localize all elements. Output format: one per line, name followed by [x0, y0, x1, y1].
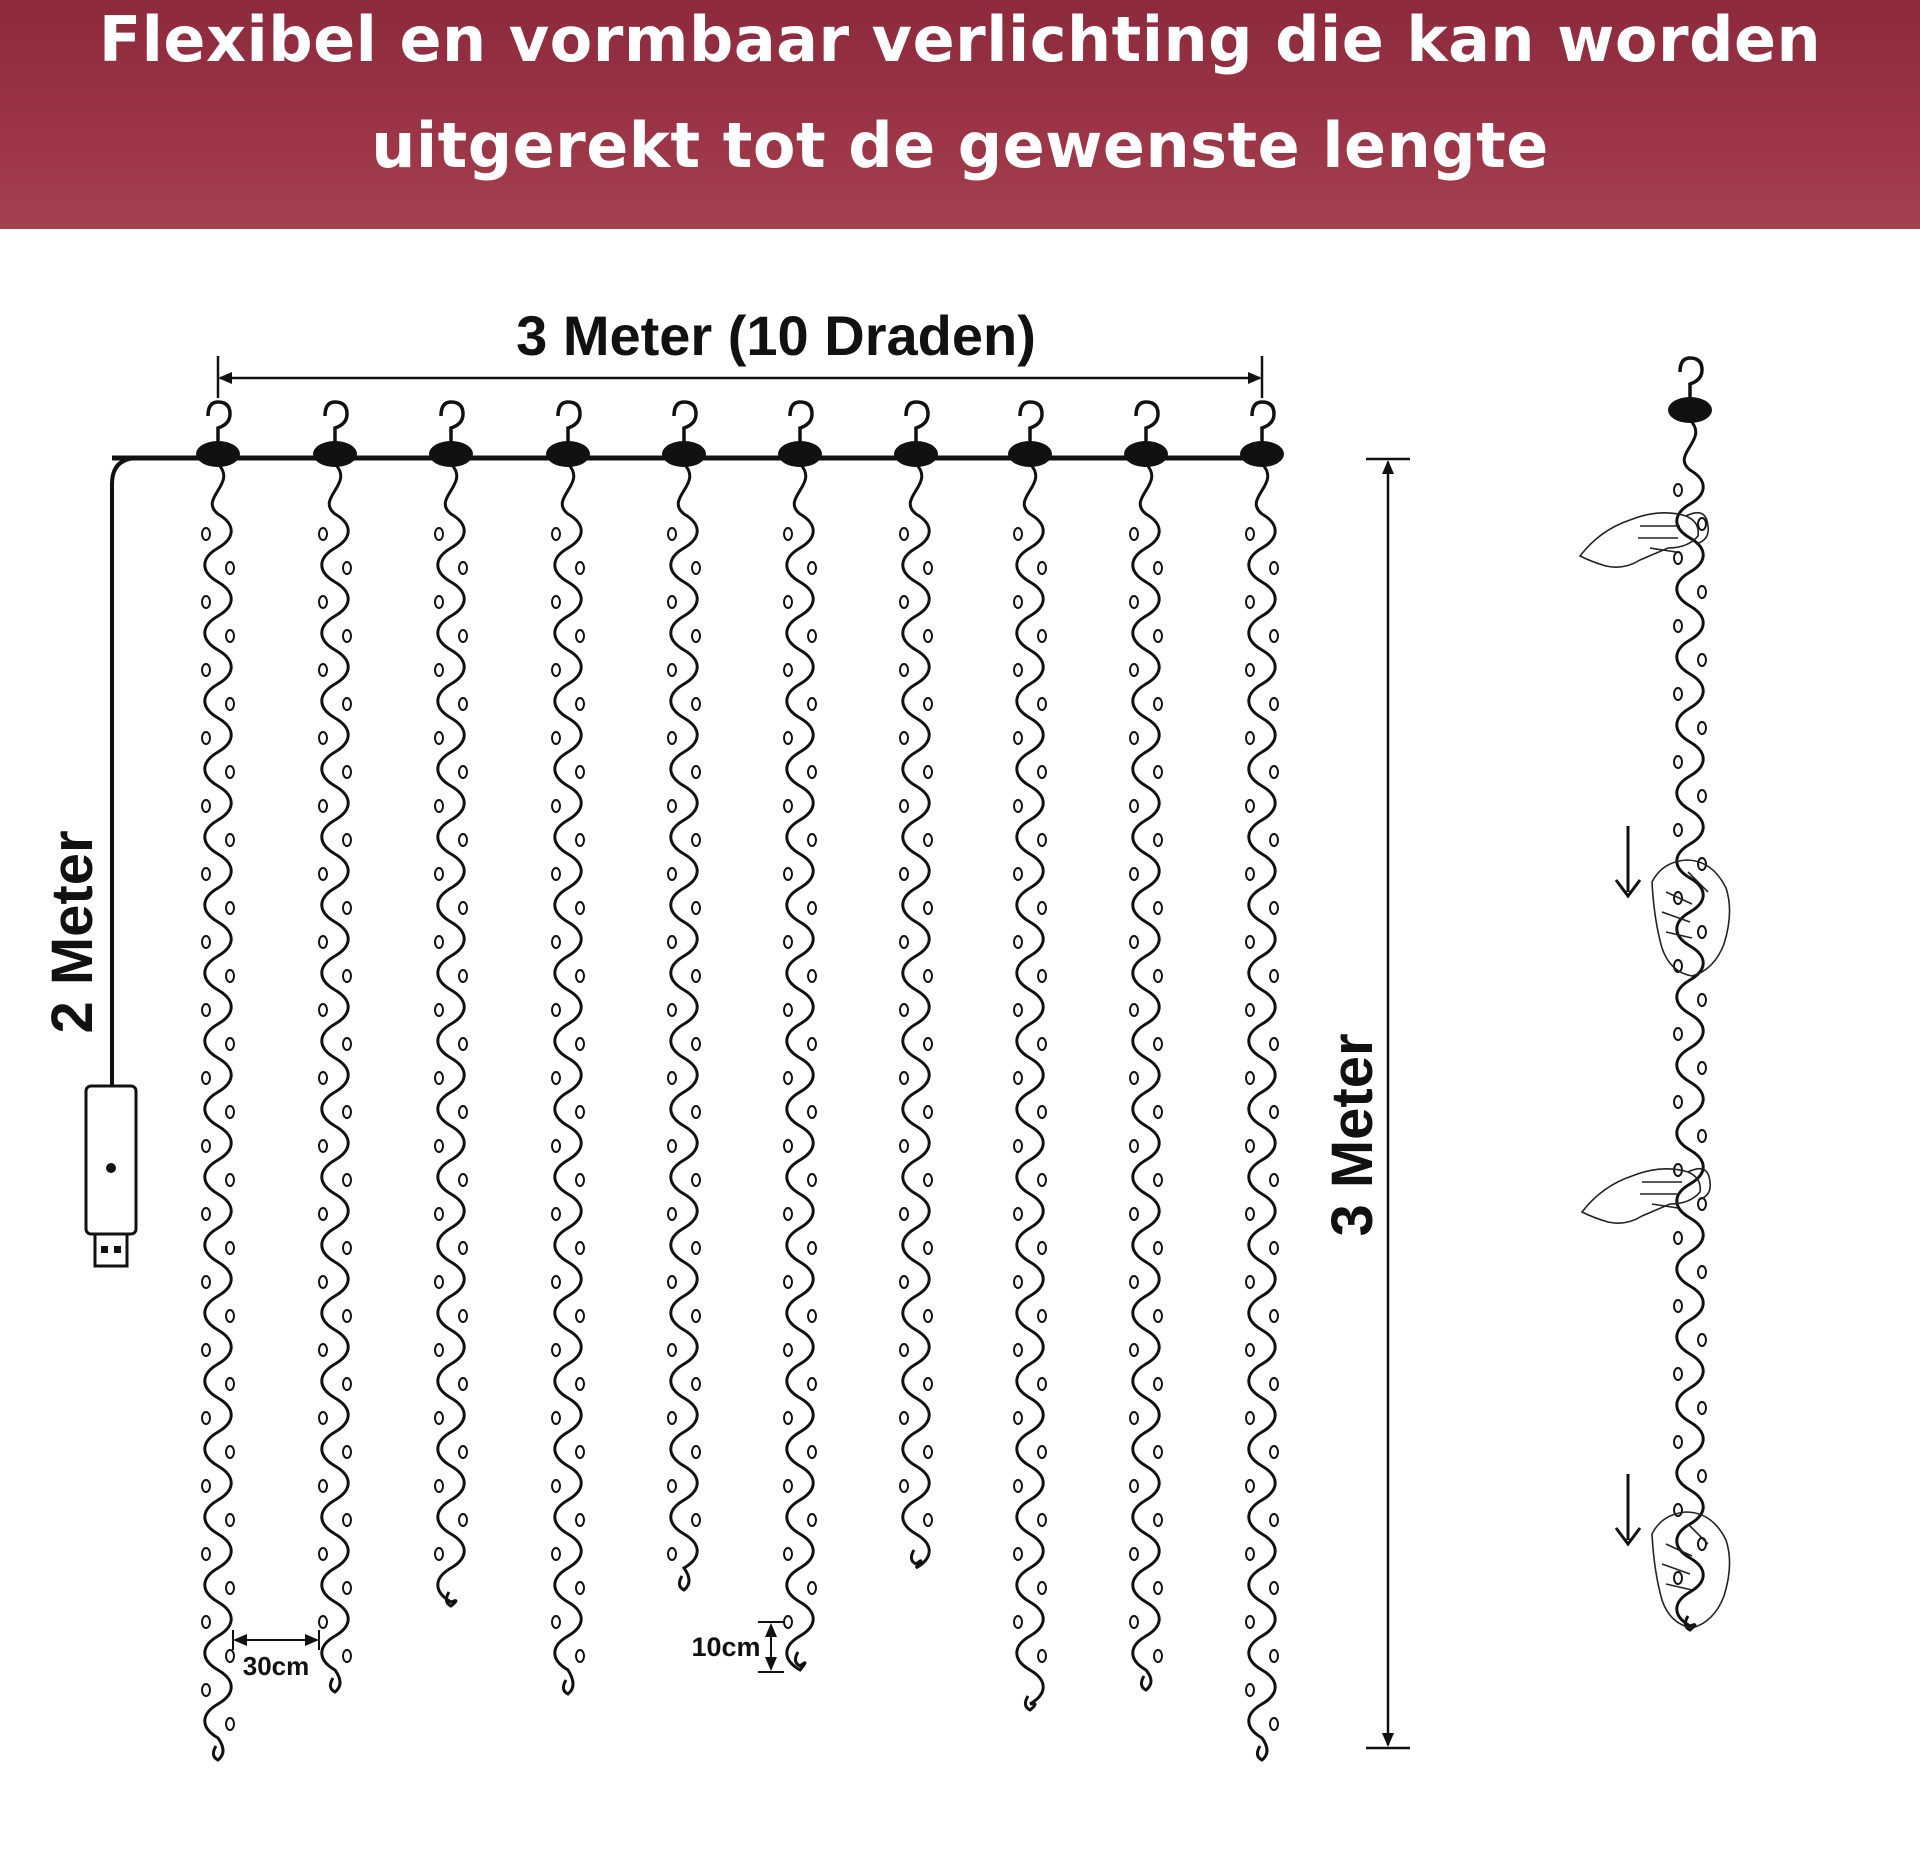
hand-icon [1652, 1512, 1730, 1628]
strand-spacing-dimension [233, 1630, 319, 1681]
stretch-illustration [1580, 358, 1730, 1630]
light-strands [196, 402, 1284, 1760]
hook-icon [429, 402, 473, 467]
arrow-down-icon [1616, 826, 1640, 896]
bulb-spacing-label: 10cm [691, 1632, 761, 1662]
usb-plug-icon [86, 1086, 136, 1266]
hook-icon [1124, 402, 1168, 467]
width-label: 3 Meter (10 Draden) [516, 304, 1036, 367]
light-strand [778, 402, 822, 1670]
side-light-strand [1668, 358, 1712, 1630]
hook-icon [894, 402, 938, 467]
light-strand [429, 402, 473, 1606]
hook-icon [546, 402, 590, 467]
light-strand [1124, 402, 1168, 1690]
light-strand [313, 402, 357, 1692]
cable-length-label: 2 Meter [40, 830, 105, 1034]
light-strand [546, 402, 590, 1694]
hook-icon [778, 402, 822, 467]
hook-icon [196, 402, 240, 467]
light-strand [894, 402, 938, 1568]
light-strand [1008, 402, 1052, 1710]
hand-icon [1582, 1169, 1710, 1223]
bulb-spacing-dimension [691, 1622, 784, 1672]
hook-icon [313, 402, 357, 467]
hook-icon [1008, 402, 1052, 467]
light-strand [1668, 358, 1712, 1630]
height-dimension [1320, 459, 1410, 1748]
arrow-down-icon [1616, 1474, 1640, 1544]
banner-title-line-2: uitgerekt tot de gewenste lengte [371, 109, 1549, 182]
hook-icon [1668, 358, 1712, 423]
light-strand [196, 402, 240, 1760]
width-dimension [218, 304, 1262, 398]
strand-spacing-label: 30cm [242, 1651, 310, 1681]
light-strand [662, 402, 706, 1590]
hand-icon [1580, 513, 1708, 567]
hook-icon [662, 402, 706, 467]
power-cable [40, 458, 218, 1266]
height-label: 3 Meter [1320, 1033, 1385, 1237]
hook-icon [1240, 402, 1284, 467]
light-strand [1240, 402, 1284, 1760]
banner-title-line-1: Flexibel en vormbaar verlichting die kan worden [98, 3, 1822, 76]
